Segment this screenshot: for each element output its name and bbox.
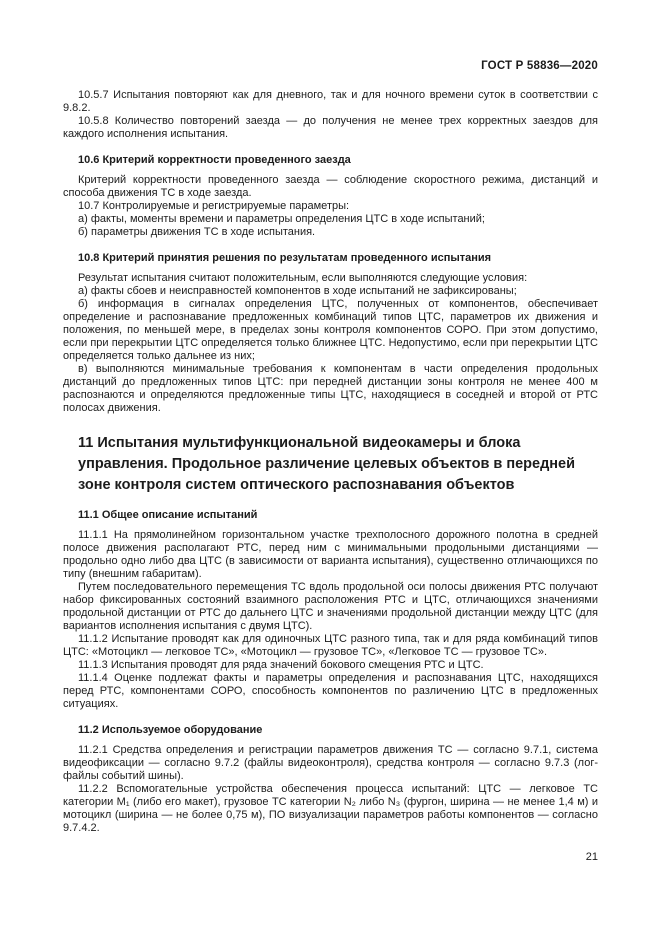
heading-11-1: 11.1 Общее описание испытаний: [78, 509, 258, 521]
clause-11-1-2: 11.1.2 Испытание проводят как для одиночных ЦТС разного типа, так и для ряда комбинаций типов ЦТС: «Мотоцикл — легковое ТС», «Мотоцикл — грузовое ТС», «Легковое ТС — грузовое ТС».: [63, 633, 598, 658]
clause-10-8-item-a: а) факты сбоев и неисправностей компонентов в ходе испытаний не зафиксированы;: [78, 285, 517, 297]
clause-10-8-intro: Результат испытания считают положительным, если выполняются следующие условия:: [78, 272, 528, 284]
clause-11-2-2: 11.2.2 Вспомогательные устройства обеспечения процесса испытаний: ЦТС — легковое ТС категории M₁ (либо его макет), грузовое ТС категории N₂ либо N₃ (фургон, ширина — не менее 1,4 м) и мотоцикл (ширина — не более 0,75 м), ПО визуализации параметров работы компонентов — согласно 9.7.4.2.: [63, 783, 598, 834]
clause-11-1-1: 11.1.1 На прямолинейном горизонтальном участке трехполосного дорожного полотна в средней полосе движения располагают РТС, перед ним с минимальными продольными дистанциями — продольно одно либо два ЦТС (в зависимости от варианта испытания), существенно отличающихся по типу (внешним габаритам).: [63, 529, 598, 580]
clause-10-8-item-b: б) информация в сигналах определения ЦТС, полученных от компонентов, обеспечивает определение и распознавание предложенных комбинаций типов ЦТС, параметров их движения и положения, по меньшей мере, в пределах зоны контроля компонентов СОРО. При этом допустимо, если при перекрытии ЦТС определяется только ближнее ЦТС. Недопустимо, если при перекрытии ЦТС определяется только дальнее из них;: [63, 298, 598, 362]
clause-11-2-1: 11.2.1 Средства определения и регистрации параметров движения ТС — согласно 9.7.1, система видеофиксации — согласно 9.7.2 (файлы видеоконтроля), средства контроля — согласно 9.7.3 (лог-файлы событий шины).: [63, 744, 598, 782]
clause-10-6-body: Критерий корректности проведенного заезда — соблюдение скоростного режима, дистанций и способа движения ТС в ходе заезда.: [63, 174, 598, 199]
clause-10-7: 10.7 Контролируемые и регистрируемые параметры:: [78, 200, 350, 212]
document-content: [63, 60, 598, 835]
clause-10-7-item-b: б) параметры движения ТС в ходе испытания.: [78, 226, 316, 238]
page-number: 21: [585, 851, 598, 863]
clause-10-7-item-a: а) факты, моменты времени и параметры определения ЦТС в ходе испытаний;: [78, 213, 485, 225]
clause-11-1-4: 11.1.4 Оценке подлежат факты и параметры определения и распознавания ЦТС, находящихся перед РТС, компонентами СОРО, способность компонентов по различению ЦТС в предложенных ситуациях.: [63, 672, 598, 710]
clause-10-8-item-v: в) выполняются минимальные требования к компонентам в части определения продольных дистанций до предложенных типов ЦТС: при передней дистанции зоны контроля не менее 400 м распознаются и определяются предложенные типы ЦТС, находящиеся в соседней и второй от РТС полосах движения.: [63, 363, 598, 414]
heading-10-8: 10.8 Критерий принятия решения по результатам проведенного испытания: [78, 252, 492, 264]
clause-11-1-3: 11.1.3 Испытания проводят для ряда значений бокового смещения РТС и ЦТС.: [78, 659, 484, 671]
document-number-header: ГОСТ Р 58836—2020: [481, 60, 598, 72]
clause-11-1-1-continuation: Путем последовательного перемещения ТС вдоль продольной оси полосы движения РТС получают набор фиксированных состояний взаимного расположения РТС и ЦТС, отличающихся значениями продольной дистанции от РТС до дальнего ЦТС и значениями продольной дистанции между ЦТС (для вариантов исполнения испытания с двумя ЦТС).: [63, 581, 598, 632]
clause-10-5-7: 10.5.7 Испытания повторяют как для дневного, так и для ночного времени суток в соответствии с 9.8.2.: [63, 89, 598, 114]
heading-11-2: 11.2 Используемое оборудование: [78, 724, 263, 736]
section-11-heading: 11 Испытания мультифункциональной видеокамеры и блока управления. Продольное различение целевых объектов в передней зоне контроля систем оптического распознавания объектов: [78, 435, 576, 493]
heading-10-6: 10.6 Критерий корректности проведенного заезда: [78, 154, 351, 166]
clause-10-5-8: 10.5.8 Количество повторений заезда — до получения не менее трех корректных заездов для каждого исполнения испытания.: [63, 115, 598, 140]
